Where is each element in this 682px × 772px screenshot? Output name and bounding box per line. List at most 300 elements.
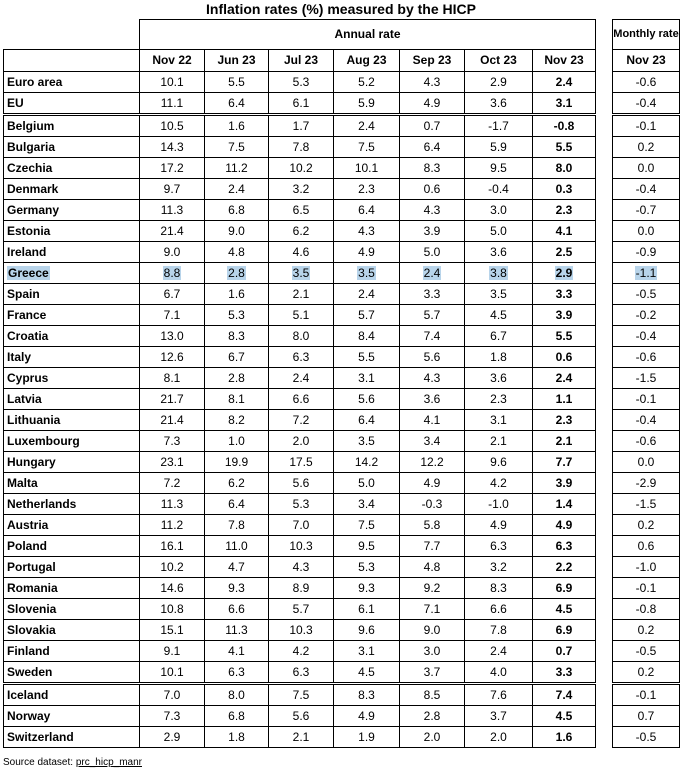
annual-value-cell: 11.0 — [205, 536, 269, 557]
annual-value-cell: 5.9 — [334, 93, 400, 115]
annual-value-cell: 2.4 — [334, 115, 400, 137]
monthly-value-cell: -0.4 — [613, 93, 680, 115]
country-cell: Iceland — [4, 684, 140, 706]
country-cell: Estonia — [4, 221, 140, 242]
annual-value-cell: 9.1 — [140, 641, 205, 662]
annual-value-cell: 15.1 — [140, 620, 205, 641]
table-row — [4, 536, 596, 557]
annual-value-cell: 6.4 — [400, 137, 465, 158]
monthly-value-cell: -0.9 — [613, 242, 680, 263]
table-row — [4, 242, 596, 263]
annual-value-cell: 8.0 — [533, 158, 596, 179]
country-cell: EU — [4, 93, 140, 115]
country-cell: Germany — [4, 200, 140, 221]
country-cell: Finland — [4, 641, 140, 662]
annual-value-cell: 2.1 — [269, 284, 334, 305]
annual-value-cell: 4.9 — [465, 515, 533, 536]
table-row — [4, 368, 596, 389]
annual-value-cell: 10.1 — [140, 72, 205, 93]
annual-value-cell: 4.3 — [400, 200, 465, 221]
annual-value-cell: 10.8 — [140, 599, 205, 620]
annual-value-cell: 5.6 — [269, 473, 334, 494]
annual-value-cell: 6.7 — [140, 284, 205, 305]
annual-value-cell: 7.2 — [140, 473, 205, 494]
table-row — [613, 263, 680, 284]
country-cell: Switzerland — [4, 727, 140, 748]
annual-column-header: Aug 23 — [334, 50, 400, 72]
source-dataset-link[interactable]: prc_hicp_manr — [75, 757, 142, 768]
annual-value-cell: 2.4 — [205, 179, 269, 200]
monthly-value-cell: -1.5 — [613, 368, 680, 389]
annual-value-cell: 4.9 — [400, 93, 465, 115]
annual-value-cell: 2.3 — [533, 200, 596, 221]
table-row — [4, 221, 596, 242]
monthly-value-cell: -0.1 — [613, 684, 680, 706]
table-row — [613, 473, 680, 494]
country-column-header — [4, 50, 140, 72]
annual-value-cell: 5.6 — [269, 706, 334, 727]
annual-value-cell: 9.0 — [205, 221, 269, 242]
table-row — [613, 158, 680, 179]
annual-value-cell: 3.6 — [465, 242, 533, 263]
monthly-value-cell: -1.0 — [613, 557, 680, 578]
annual-value-cell: 8.9 — [269, 578, 334, 599]
annual-value-cell: 17.5 — [269, 452, 334, 473]
annual-value-cell: 6.8 — [205, 706, 269, 727]
annual-value-cell: 3.1 — [334, 368, 400, 389]
monthly-rate-header: Monthly rate — [613, 20, 680, 50]
annual-value-cell: 5.3 — [269, 494, 334, 515]
monthly-value-cell: 0.0 — [613, 452, 680, 473]
table-row — [4, 578, 596, 599]
country-cell: Malta — [4, 473, 140, 494]
monthly-value-cell: 0.2 — [613, 662, 680, 684]
annual-value-cell: 4.0 — [465, 662, 533, 684]
annual-value-cell: 4.2 — [465, 473, 533, 494]
annual-value-cell: 8.0 — [205, 684, 269, 706]
annual-value-cell: 4.1 — [533, 221, 596, 242]
annual-value-cell: 11.3 — [140, 200, 205, 221]
table-row — [4, 494, 596, 515]
annual-value-cell: 5.3 — [269, 72, 334, 93]
annual-value-cell: 9.0 — [140, 242, 205, 263]
monthly-value-cell: 0.0 — [613, 221, 680, 242]
corner-cell — [4, 20, 140, 50]
annual-column-header: Nov 22 — [140, 50, 205, 72]
annual-value-cell: 1.4 — [533, 494, 596, 515]
annual-value-cell: 2.3 — [533, 410, 596, 431]
table-row — [4, 641, 596, 662]
annual-value-cell: 6.6 — [465, 599, 533, 620]
country-cell: Netherlands — [4, 494, 140, 515]
annual-value-cell: 2.2 — [533, 557, 596, 578]
annual-value-cell: 2.4 — [533, 72, 596, 93]
annual-value-cell: 1.7 — [269, 115, 334, 137]
annual-value-cell: 1.1 — [533, 389, 596, 410]
country-cell: Ireland — [4, 242, 140, 263]
table-row — [613, 305, 680, 326]
annual-value-cell: 0.7 — [400, 115, 465, 137]
annual-value-cell: 7.5 — [269, 684, 334, 706]
annual-value-cell: 2.3 — [465, 389, 533, 410]
annual-value-cell: 5.2 — [334, 72, 400, 93]
table-row — [613, 72, 680, 93]
annual-value-cell: 2.0 — [400, 727, 465, 748]
annual-value-cell: 3.9 — [533, 473, 596, 494]
annual-value-cell: 2.0 — [465, 727, 533, 748]
annual-value-cell: 7.2 — [269, 410, 334, 431]
annual-value-cell: 14.2 — [334, 452, 400, 473]
annual-value-cell: 0.6 — [400, 179, 465, 200]
table-row — [613, 684, 680, 706]
table-row — [613, 452, 680, 473]
annual-value-cell: 10.2 — [140, 557, 205, 578]
annual-value-cell: 12.2 — [400, 452, 465, 473]
annual-value-cell: 5.8 — [400, 515, 465, 536]
table-title: Inflation rates (%) measured by the HICP — [206, 1, 476, 17]
table-row — [4, 452, 596, 473]
annual-value-cell: 2.4 — [533, 368, 596, 389]
annual-value-cell: 2.1 — [533, 431, 596, 452]
annual-value-cell: 14.3 — [140, 137, 205, 158]
annual-value-cell: 6.9 — [533, 578, 596, 599]
annual-rate-table — [3, 19, 596, 748]
annual-value-cell: 5.6 — [400, 347, 465, 368]
table-row — [613, 93, 680, 115]
source-label: Source dataset: — [3, 757, 74, 768]
table-row — [4, 473, 596, 494]
monthly-value-cell: 0.0 — [613, 158, 680, 179]
monthly-rate-table — [612, 19, 680, 748]
annual-value-cell: 7.4 — [533, 684, 596, 706]
annual-column-header: Jul 23 — [269, 50, 334, 72]
annual-value-cell: 2.0 — [269, 431, 334, 452]
annual-value-cell: 4.6 — [269, 242, 334, 263]
monthly-value-cell: -1.1 — [613, 263, 680, 284]
annual-value-cell: 3.2 — [269, 179, 334, 200]
country-cell: Italy — [4, 347, 140, 368]
country-cell: Euro area — [4, 72, 140, 93]
country-cell: Slovakia — [4, 620, 140, 641]
annual-value-cell: 3.3 — [533, 662, 596, 684]
table-row — [4, 305, 596, 326]
table-row — [4, 326, 596, 347]
monthly-value-cell: -0.4 — [613, 179, 680, 200]
annual-value-cell: 0.3 — [533, 179, 596, 200]
annual-value-cell: 5.5 — [533, 326, 596, 347]
annual-value-cell: 7.5 — [334, 515, 400, 536]
annual-value-cell: 6.2 — [269, 221, 334, 242]
annual-value-cell: 8.2 — [205, 410, 269, 431]
annual-value-cell: 2.4 — [400, 263, 465, 284]
annual-value-cell: 6.7 — [465, 326, 533, 347]
annual-value-cell: 8.4 — [334, 326, 400, 347]
table-row — [613, 536, 680, 557]
annual-value-cell: 7.4 — [400, 326, 465, 347]
table-row — [4, 72, 596, 93]
annual-value-cell: 10.1 — [334, 158, 400, 179]
table-row — [613, 494, 680, 515]
annual-value-cell: 3.5 — [269, 263, 334, 284]
annual-value-cell: 2.8 — [205, 368, 269, 389]
monthly-value-cell: -0.6 — [613, 72, 680, 93]
table-row — [613, 368, 680, 389]
annual-value-cell: 9.3 — [334, 578, 400, 599]
annual-value-cell: 12.6 — [140, 347, 205, 368]
country-cell: Czechia — [4, 158, 140, 179]
annual-value-cell: 5.6 — [334, 389, 400, 410]
table-row — [613, 557, 680, 578]
table-row — [613, 326, 680, 347]
annual-value-cell: 3.9 — [533, 305, 596, 326]
annual-value-cell: 3.5 — [334, 431, 400, 452]
annual-value-cell: 6.6 — [205, 599, 269, 620]
annual-value-cell: 7.1 — [140, 305, 205, 326]
annual-value-cell: -0.8 — [533, 115, 596, 137]
annual-value-cell: 5.5 — [533, 137, 596, 158]
annual-value-cell: 8.3 — [400, 158, 465, 179]
table-row — [4, 557, 596, 578]
country-cell: Croatia — [4, 326, 140, 347]
country-cell: France — [4, 305, 140, 326]
annual-value-cell: 6.3 — [465, 536, 533, 557]
annual-value-cell: 8.5 — [400, 684, 465, 706]
annual-value-cell: 7.1 — [400, 599, 465, 620]
annual-value-cell: 9.7 — [140, 179, 205, 200]
annual-value-cell: 1.6 — [205, 115, 269, 137]
annual-column-header: Nov 23 — [533, 50, 596, 72]
annual-value-cell: 11.2 — [140, 515, 205, 536]
annual-value-cell: 10.3 — [269, 620, 334, 641]
table-row — [4, 115, 596, 137]
annual-value-cell: 4.9 — [334, 242, 400, 263]
annual-value-cell: 4.9 — [533, 515, 596, 536]
annual-value-cell: 4.1 — [400, 410, 465, 431]
table-row — [613, 115, 680, 137]
annual-value-cell: 1.8 — [465, 347, 533, 368]
table-row — [4, 200, 596, 221]
monthly-value-cell: -0.4 — [613, 326, 680, 347]
annual-value-cell: 0.7 — [533, 641, 596, 662]
annual-value-cell: 3.6 — [465, 93, 533, 115]
annual-value-cell: 6.3 — [533, 536, 596, 557]
monthly-value-cell: -0.4 — [613, 410, 680, 431]
table-row — [4, 662, 596, 684]
annual-value-cell: 4.5 — [533, 706, 596, 727]
annual-value-cell: 5.7 — [400, 305, 465, 326]
annual-value-cell: 3.8 — [465, 263, 533, 284]
annual-value-cell: 5.0 — [334, 473, 400, 494]
annual-value-cell: 4.5 — [533, 599, 596, 620]
table-row — [4, 93, 596, 115]
annual-value-cell: 6.7 — [205, 347, 269, 368]
annual-value-cell: 4.8 — [400, 557, 465, 578]
table-row — [4, 727, 596, 748]
annual-value-cell: 2.4 — [465, 641, 533, 662]
annual-value-cell: 4.8 — [205, 242, 269, 263]
annual-value-cell: 10.2 — [269, 158, 334, 179]
annual-value-cell: 7.3 — [140, 706, 205, 727]
annual-value-cell: 4.9 — [400, 473, 465, 494]
annual-value-cell: 13.0 — [140, 326, 205, 347]
annual-value-cell: 6.3 — [269, 347, 334, 368]
annual-value-cell: 7.0 — [140, 684, 205, 706]
annual-column-header: Jun 23 — [205, 50, 269, 72]
country-cell: Luxembourg — [4, 431, 140, 452]
annual-value-cell: 10.1 — [140, 662, 205, 684]
country-cell: Latvia — [4, 389, 140, 410]
country-cell: Belgium — [4, 115, 140, 137]
annual-value-cell: 6.8 — [205, 200, 269, 221]
annual-value-cell: 3.4 — [400, 431, 465, 452]
table-row — [613, 389, 680, 410]
annual-value-cell: 7.3 — [140, 431, 205, 452]
annual-value-cell: 10.3 — [269, 536, 334, 557]
annual-value-cell: 3.5 — [465, 284, 533, 305]
annual-value-cell: 1.9 — [334, 727, 400, 748]
monthly-value-cell: -0.7 — [613, 200, 680, 221]
monthly-value-cell: -0.5 — [613, 284, 680, 305]
annual-value-cell: 11.3 — [205, 620, 269, 641]
annual-value-cell: 9.2 — [400, 578, 465, 599]
annual-value-cell: 4.5 — [334, 662, 400, 684]
monthly-value-cell: -0.5 — [613, 641, 680, 662]
country-cell: Hungary — [4, 452, 140, 473]
annual-value-cell: 8.1 — [205, 389, 269, 410]
table-row — [4, 410, 596, 431]
annual-value-cell: 6.2 — [205, 473, 269, 494]
annual-value-cell: 3.7 — [400, 662, 465, 684]
annual-value-cell: 2.8 — [400, 706, 465, 727]
annual-value-cell: 6.1 — [334, 599, 400, 620]
annual-value-cell: 21.4 — [140, 221, 205, 242]
table-row — [613, 578, 680, 599]
annual-value-cell: 3.1 — [465, 410, 533, 431]
annual-value-cell: 8.1 — [140, 368, 205, 389]
monthly-value-cell: 0.2 — [613, 515, 680, 536]
annual-value-cell: 6.9 — [533, 620, 596, 641]
annual-value-cell: 6.4 — [334, 410, 400, 431]
annual-value-cell: 5.7 — [269, 599, 334, 620]
annual-value-cell: 7.0 — [269, 515, 334, 536]
annual-value-cell: 23.1 — [140, 452, 205, 473]
monthly-value-cell: -2.9 — [613, 473, 680, 494]
annual-value-cell: 3.6 — [465, 368, 533, 389]
monthly-value-cell: -1.5 — [613, 494, 680, 515]
annual-value-cell: 8.3 — [334, 684, 400, 706]
annual-value-cell: 5.0 — [465, 221, 533, 242]
annual-value-cell: -1.0 — [465, 494, 533, 515]
monthly-value-cell: -0.1 — [613, 389, 680, 410]
annual-value-cell: 21.4 — [140, 410, 205, 431]
annual-value-cell: 3.9 — [400, 221, 465, 242]
annual-value-cell: 7.8 — [465, 620, 533, 641]
annual-column-header: Oct 23 — [465, 50, 533, 72]
annual-value-cell: 3.0 — [465, 200, 533, 221]
annual-value-cell: 14.6 — [140, 578, 205, 599]
monthly-value-cell: -0.1 — [613, 115, 680, 137]
annual-value-cell: 3.2 — [465, 557, 533, 578]
annual-value-cell: 2.9 — [140, 727, 205, 748]
annual-value-cell: 6.3 — [269, 662, 334, 684]
monthly-value-cell: 0.7 — [613, 706, 680, 727]
annual-value-cell: 2.5 — [533, 242, 596, 263]
annual-value-cell: 7.7 — [533, 452, 596, 473]
annual-value-cell: 4.3 — [334, 221, 400, 242]
table-row — [4, 137, 596, 158]
country-cell: Sweden — [4, 662, 140, 684]
annual-value-cell: 3.1 — [533, 93, 596, 115]
annual-value-cell: 6.5 — [269, 200, 334, 221]
monthly-value-cell: -0.5 — [613, 727, 680, 748]
table-row — [613, 179, 680, 200]
annual-value-cell: 1.6 — [533, 727, 596, 748]
annual-value-cell: 6.6 — [269, 389, 334, 410]
country-cell: Denmark — [4, 179, 140, 200]
country-cell: Poland — [4, 536, 140, 557]
annual-value-cell: 5.5 — [334, 347, 400, 368]
annual-value-cell: 8.3 — [205, 326, 269, 347]
annual-value-cell: 9.3 — [205, 578, 269, 599]
monthly-column-header: Nov 23 — [613, 50, 680, 72]
table-row — [613, 599, 680, 620]
monthly-value-cell: -0.2 — [613, 305, 680, 326]
annual-value-cell: 3.0 — [400, 641, 465, 662]
annual-value-cell: 16.1 — [140, 536, 205, 557]
table-row — [613, 620, 680, 641]
annual-value-cell: -0.3 — [400, 494, 465, 515]
monthly-value-cell: -0.6 — [613, 431, 680, 452]
annual-value-cell: 6.1 — [269, 93, 334, 115]
monthly-value-cell: -0.1 — [613, 578, 680, 599]
source-note — [3, 757, 142, 769]
annual-value-cell: 1.8 — [205, 727, 269, 748]
table-row — [4, 179, 596, 200]
table-row — [613, 221, 680, 242]
country-cell: Spain — [4, 284, 140, 305]
country-cell: Norway — [4, 706, 140, 727]
country-cell: Lithuania — [4, 410, 140, 431]
annual-column-header: Sep 23 — [400, 50, 465, 72]
annual-value-cell: 8.0 — [269, 326, 334, 347]
table-row — [4, 431, 596, 452]
table-row — [4, 263, 596, 284]
annual-value-cell: 9.0 — [400, 620, 465, 641]
annual-value-cell: -1.7 — [465, 115, 533, 137]
table-row — [613, 662, 680, 684]
annual-value-cell: 3.5 — [334, 263, 400, 284]
table-row — [4, 515, 596, 536]
table-row — [4, 620, 596, 641]
annual-value-cell: 4.3 — [400, 72, 465, 93]
annual-value-cell: 17.2 — [140, 158, 205, 179]
annual-value-cell: 9.5 — [334, 536, 400, 557]
table-row — [613, 284, 680, 305]
table-row — [613, 515, 680, 536]
table-row — [4, 389, 596, 410]
annual-value-cell: 3.3 — [533, 284, 596, 305]
annual-value-cell: 4.2 — [269, 641, 334, 662]
table-row — [4, 684, 596, 706]
annual-value-cell: 4.1 — [205, 641, 269, 662]
annual-value-cell: 9.6 — [465, 452, 533, 473]
country-cell: Bulgaria — [4, 137, 140, 158]
annual-value-cell: 5.3 — [334, 557, 400, 578]
table-row — [613, 706, 680, 727]
annual-value-cell: 2.1 — [465, 431, 533, 452]
monthly-value-cell: -0.8 — [613, 599, 680, 620]
annual-value-cell: 3.1 — [334, 641, 400, 662]
